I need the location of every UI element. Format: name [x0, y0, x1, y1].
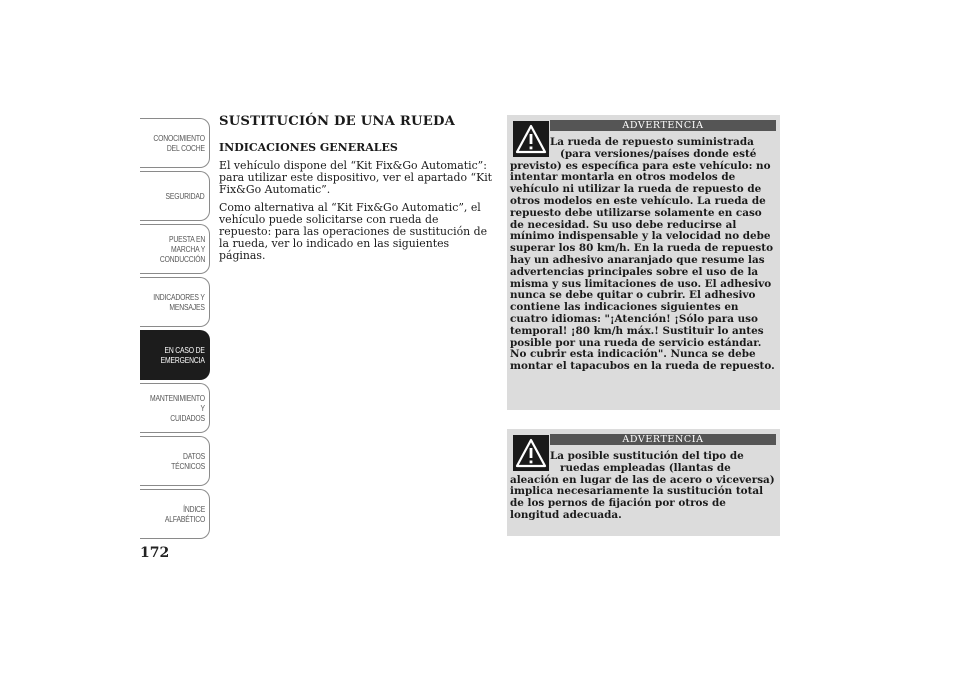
page-number: 172 [140, 545, 170, 561]
warning-text [510, 137, 777, 373]
warning-text-line: (para versiones/países donde esté [560, 147, 757, 160]
warning-heading: ADVERTENCIA [550, 434, 776, 445]
section-subtitle: INDICACIONES GENERALES [219, 141, 398, 154]
page-title: SUSTITUCIÓN DE UNA RUEDA [219, 114, 456, 129]
tab-label: CONOCIMIENTO DEL COCHE [153, 133, 205, 153]
tab-label: ÍNDICE ALFABÉTICO [164, 504, 205, 524]
warning-text-rest: aleación en lugar de las de acero o viceversa) implica necesariamente la sustitución total de los pernos de fijación por otros de longitud adecuada. [510, 473, 775, 521]
body-paragraph: Como alternativa al “Kit Fix&Go Automatic”, el vehículo puede solicitarse con rueda de repuesto: para las operaciones de sustitución de la rueda, ver lo indicado en las siguientes páginas. [219, 201, 488, 262]
tab-label: INDICADORES Y MENSAJES [153, 292, 205, 312]
tab-indicadores-y-mensajes[interactable] [140, 277, 210, 327]
warning-text-rest: previsto) es específica para este vehículo: no intentar montarla en otros modelos de vehículo ni utilizar la rueda de repuesto de otros modelos en este vehículo. La rueda de repuesto debe utilizarse solamente en caso de necesidad. Su uso debe reducirse al mínimo indispensable y la velocidad no debe superar los 80 km/h. En la rueda de repuesto hay un adhesivo anaranjado que resume las advertencias principales sobre el uso de la misma y sus limitaciones de uso. El adhesivo nunca se debe quitar o cubrir. El adhesivo contiene las indicaciones siguientes en cuatro idiomas: "¡Atención! ¡Sólo para uso temporal! ¡80 km/h máx.! Sustituir lo antes posible por una rueda de servicio estándar. No cubrir esta indicación". Nunca se debe montar el tapacubos en la rueda de repuesto. [510, 159, 775, 373]
warning-text-line: La rueda de repuesto suministrada [550, 136, 754, 148]
tab-seguridad[interactable] [140, 171, 210, 221]
tab-label: SEGURIDAD [166, 191, 205, 201]
tab-label: DATOS TÉCNICOS [171, 451, 205, 471]
tab-label: MANTENIMIENTO Y CUIDADOS [150, 393, 205, 423]
tab-label: PUESTA EN MARCHA Y CONDUCCIÓN [159, 234, 205, 264]
warning-text-line: ruedas empleadas (llantas de [560, 461, 731, 474]
body-paragraph: El vehículo dispone del “Kit Fix&Go Automatic”: para utilizar este dispositivo, ver el apartado “Kit Fix&Go Automatic”. [219, 159, 493, 196]
warning-box [507, 115, 780, 410]
warning-heading: ADVERTENCIA [550, 120, 776, 131]
tab-datos-tecnicos[interactable] [140, 436, 210, 486]
tab-conocimiento-del-coche[interactable] [140, 118, 210, 168]
warning-text-line: La posible sustitución del tipo de [550, 450, 744, 462]
tab-en-caso-de-emergencia[interactable] [140, 330, 210, 380]
warning-box [507, 429, 780, 536]
tab-label: EN CASO DE EMERGENCIA [160, 345, 205, 365]
tab-puesta-en-marcha[interactable] [140, 224, 210, 274]
tab-indice-alfabetico[interactable] [140, 489, 210, 539]
tab-mantenimiento-y-cuidados[interactable] [140, 383, 210, 433]
warning-text [510, 451, 777, 522]
